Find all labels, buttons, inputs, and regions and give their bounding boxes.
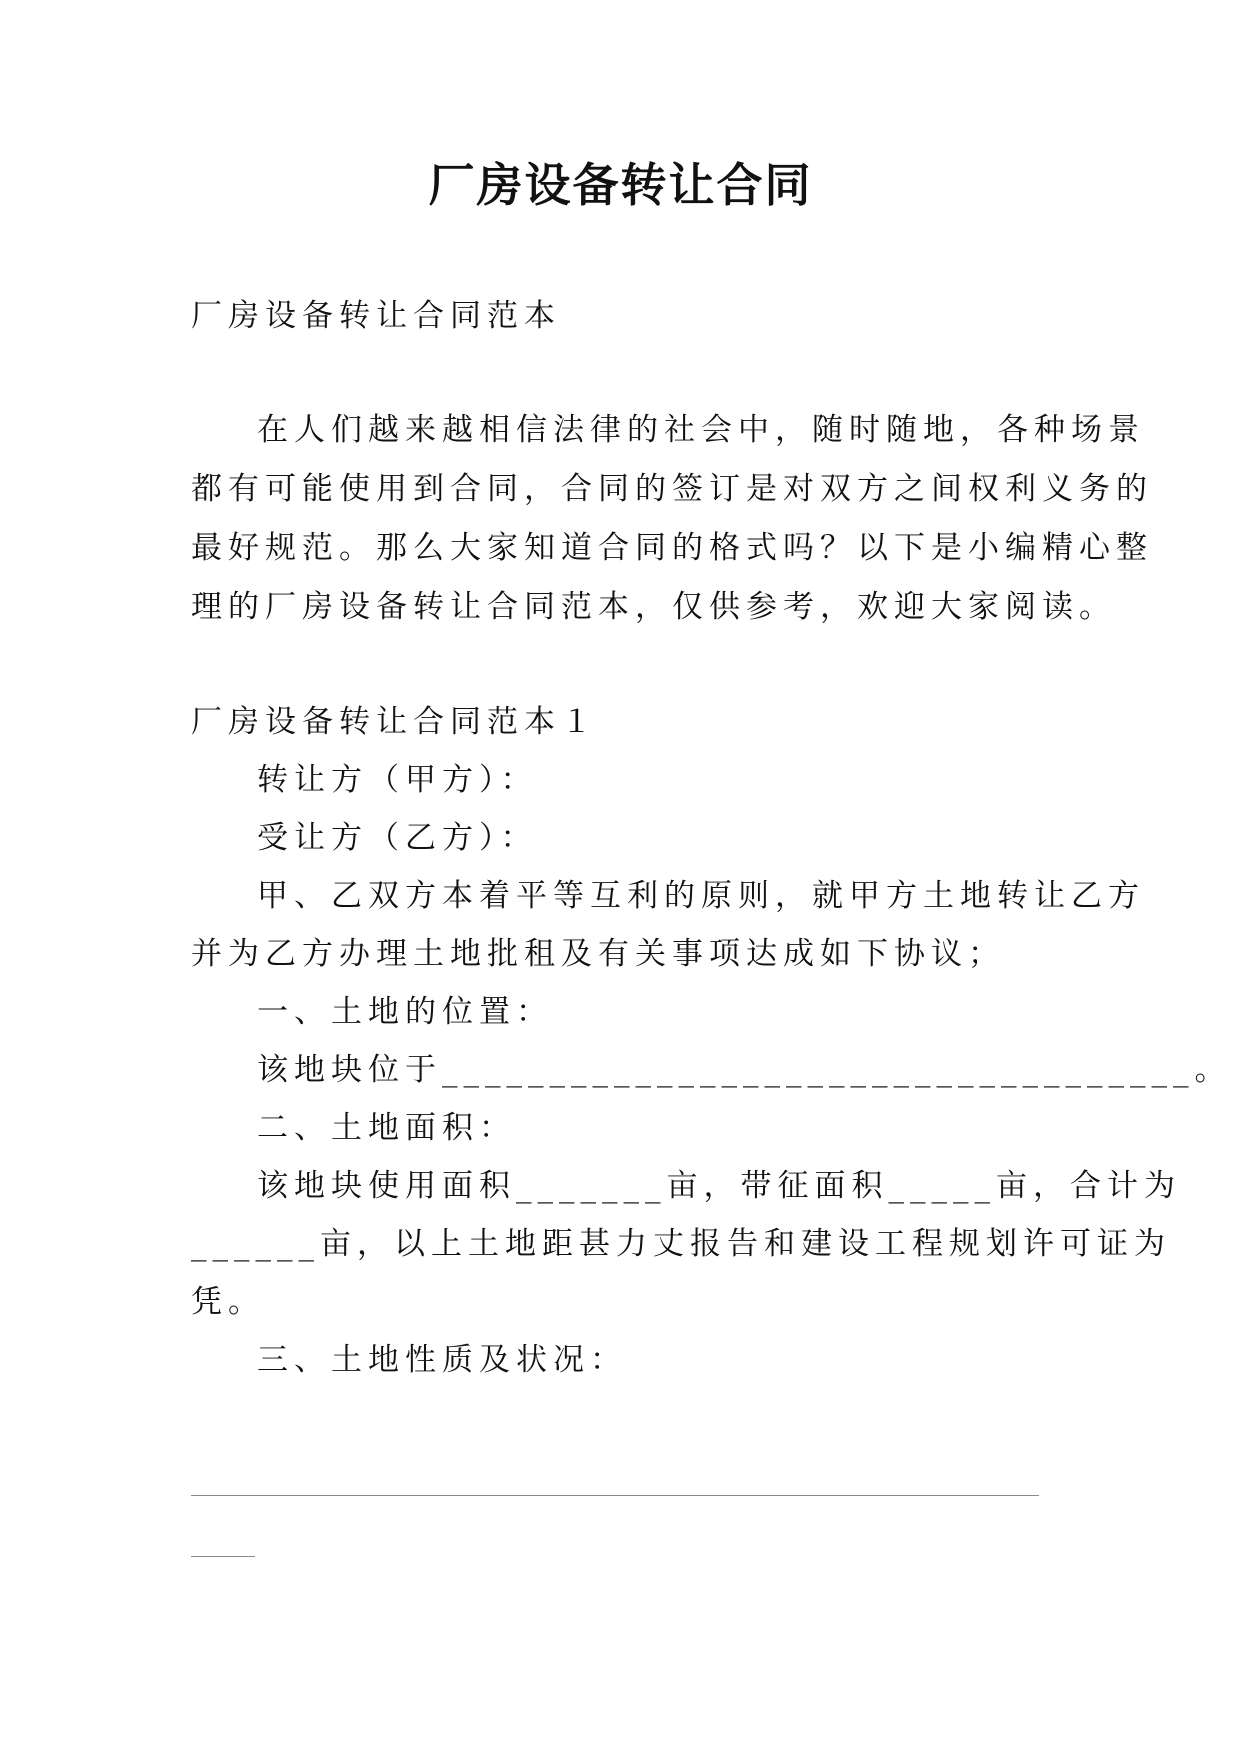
clause-3-title: 三、土地性质及状况： [257, 1342, 627, 1378]
intro-line: 最好规范。那么大家知道合同的格式吗？以下是小编精心整 [191, 530, 1153, 566]
clause-1-title: 一、土地的位置： [257, 994, 553, 1030]
party-a-label: 转让方（甲方）： [257, 762, 538, 798]
party-b-label: 受让方（乙方）： [257, 820, 538, 856]
blank-fill-line [191, 1556, 255, 1557]
intro-line: 理的厂房设备转让合同范本，仅供参考，欢迎大家阅读。 [191, 589, 1116, 625]
document-title: 厂房设备转让合同 [428, 158, 813, 212]
document-subtitle: 厂房设备转让合同范本 [191, 298, 561, 334]
section-title: 厂房设备转让合同范本１ [191, 704, 598, 740]
intro-line: 都有可能使用到合同，合同的签订是对双方之间权利义务的 [191, 471, 1153, 507]
agreement-line: 并为乙方办理土地批租及有关事项达成如下协议； [191, 936, 1005, 972]
clause-2-line: ______亩，以上土地距甚力丈报告和建设工程规划许可证为 [191, 1226, 1171, 1262]
blank-fill-line [191, 1495, 1039, 1496]
clause-1-text: 该地块位于___________________________________。 [257, 1052, 1232, 1088]
intro-line: 在人们越来越相信法律的社会中，随时随地，各种场景 [257, 412, 1145, 448]
clause-2-line: 凭。 [191, 1284, 265, 1320]
agreement-line: 甲、乙双方本着平等互利的原则，就甲方土地转让乙方 [257, 878, 1145, 914]
clause-2-line: 该地块使用面积_______亩，带征面积_____亩，合计为 [257, 1168, 1181, 1204]
clause-2-title: 二、土地面积： [257, 1110, 516, 1146]
